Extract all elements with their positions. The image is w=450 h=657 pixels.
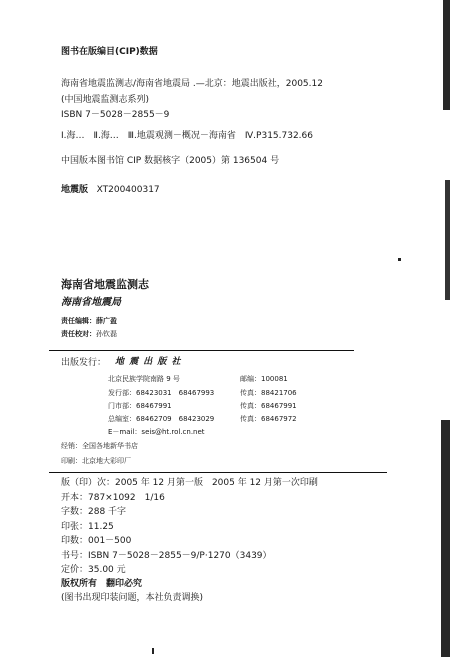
- divider-bottom: [49, 472, 387, 473]
- edition-line: 版（印）次：2005 年 12 月第一版 2005 年 12 月第一次印刷: [61, 478, 318, 488]
- print-run-line: 印数：001－500: [61, 536, 132, 546]
- printer-line: 印刷：北京地大彩印厂: [61, 457, 131, 465]
- retail-phone: 68467991: [136, 402, 172, 410]
- publisher-label: 出版发行：: [61, 358, 107, 368]
- editorial-label: 总编室：: [108, 415, 136, 423]
- distribution-dept: [108, 389, 214, 398]
- publisher-postcode: 邮编：100081: [240, 375, 288, 383]
- proof-label: 责任校对：: [61, 330, 96, 338]
- editorial-fax: 传真：68467972: [240, 415, 297, 423]
- scan-edge-shadow-top: [443, 0, 450, 110]
- scan-edge-shadow-mid: [445, 180, 450, 300]
- rights-line: 版权所有 翻印必究: [61, 579, 143, 589]
- publisher-address: 北京民族学院南路 9 号: [108, 375, 180, 383]
- book-author: 海南省地震局: [61, 297, 121, 308]
- editorial-phone: 68462709 68423029: [136, 415, 215, 423]
- editor-label: 责任编辑：: [61, 317, 96, 325]
- archive-label: 地震版: [61, 185, 89, 195]
- scan-speck: [152, 648, 154, 654]
- sheets-line: 印张：11.25: [61, 522, 114, 532]
- distribution-phone: 68423031 68467993: [136, 389, 215, 397]
- proof-line: [61, 330, 117, 339]
- divider-top: [49, 350, 354, 351]
- publisher-email: E－mail：seis@ht.rol.cn.net: [108, 428, 205, 436]
- cip-series: (中国地震监测志系列): [61, 95, 150, 105]
- editorial-dept: [108, 415, 214, 424]
- words-line: 字数：288 千字: [61, 507, 127, 517]
- distribution-fax: 传真：88421706: [240, 389, 297, 397]
- cip-isbn: ISBN 7－5028－2855－9: [61, 110, 170, 120]
- editor-name: 薛广盈: [96, 317, 117, 325]
- book-number-line: 书号：ISBN 7－5028－2855－9/P·1270（3439）: [61, 551, 272, 561]
- scan-edge-shadow-low: [441, 420, 450, 657]
- distribution-label: 发行部：: [108, 389, 136, 397]
- retail-fax: 传真：68467991: [240, 402, 297, 410]
- publisher-name: 地 震 出 版 社: [115, 357, 182, 367]
- scan-speck: [398, 258, 401, 261]
- retail-dept: [108, 402, 172, 411]
- format-line: 开本：787×1092 1/16: [61, 493, 165, 503]
- cip-heading: 图书在版编目(CIP)数据: [61, 47, 158, 57]
- price-line: 定价：35.00 元: [61, 565, 126, 575]
- cip-entry-line: 海南省地震监测志/海南省地震局 .—北京：地震出版社，2005.12: [61, 79, 323, 89]
- retail-label: 门市部：: [108, 402, 136, 410]
- book-title: 海南省地震监测志: [61, 278, 149, 291]
- notice-line: (图书出现印装问题，本社负责调换): [61, 593, 204, 603]
- archive-line: [61, 185, 160, 196]
- seller-line: 经销：全国各地新华书店: [61, 442, 138, 450]
- editor-line: [61, 317, 117, 326]
- proof-name: 孙钦磊: [96, 330, 117, 338]
- cip-core-data: 中国版本图书馆 CIP 数据核字（2005）第 136504 号: [61, 156, 280, 166]
- archive-code: XT200400317: [96, 185, 160, 195]
- cip-classification: Ⅰ.海… Ⅱ.海… Ⅲ.地震观测－概况－海南省 Ⅳ.P315.732.66: [61, 131, 313, 141]
